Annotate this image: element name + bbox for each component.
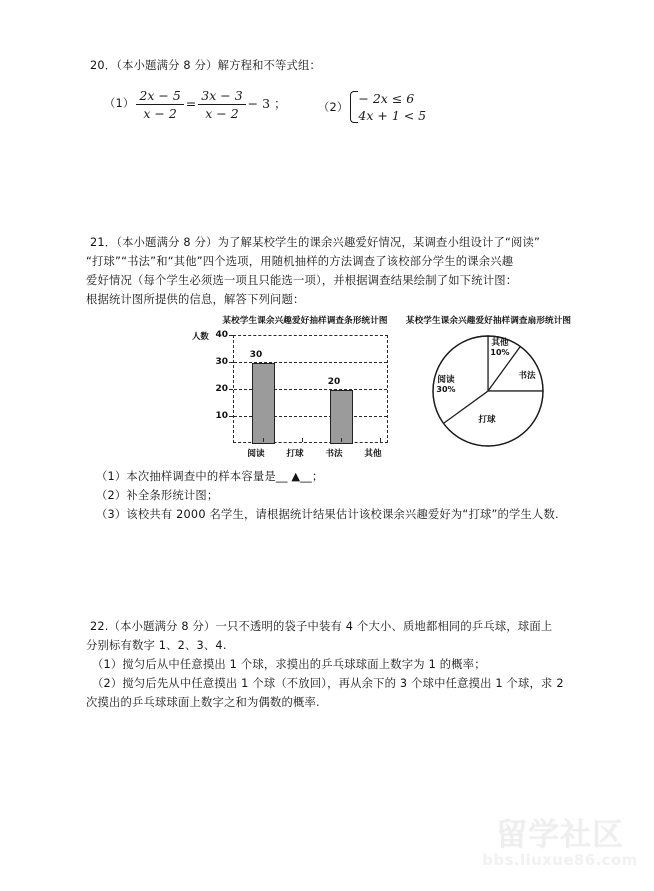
pie-label-other-percent: 10%: [490, 348, 510, 357]
bar-xlabel-calligraphy: 书法: [325, 449, 343, 459]
inequality-system: [348, 90, 426, 124]
problem-21-sub-3: （3）该校共有 2000 名学生，请根据统计结果估计该校课余兴趣爱好为“打球”的学生人数.: [96, 508, 559, 521]
pie-chart-title: 某校学生课余兴趣爱好抽样调查扇形统计图: [405, 316, 572, 326]
problem-20-part-1-label: （1）: [104, 97, 135, 110]
problem-22-stem-line-2: 分别标有数字 1、2、3、4.: [86, 639, 227, 652]
fraction-lhs-numerator: 2x − 5: [136, 88, 183, 105]
problem-21-stem-line-1: [90, 233, 570, 252]
watermark: [476, 818, 644, 869]
bar-chart-xtick-4: [380, 438, 381, 442]
fraction-rhs: [198, 88, 245, 121]
problem-22-stem-line-1: [90, 617, 580, 636]
fraction-lhs: [136, 88, 183, 121]
problem-20-number: 20．: [90, 59, 117, 72]
pie-label-other: [482, 338, 518, 358]
problem-22-number: 22.: [90, 620, 109, 633]
fraction-lhs-denominator: x − 2: [143, 106, 177, 121]
pie-label-reading-name: 阅读: [437, 375, 455, 385]
pie-label-reading-percent: 30%: [436, 385, 456, 394]
pie-label-calligraphy: [509, 371, 545, 381]
problem-20-stem-text: （本小题满分 8 分）解方程和不等式组：: [116, 59, 322, 72]
problem-21-stem-text-1: （本小题满分 8 分）为了解某校学生的课余兴趣爱好情况，某调查小组设计了“阅读”: [116, 236, 541, 249]
problem-21: [86, 233, 570, 309]
bar-chart-ytick-20: 20: [215, 384, 228, 394]
pie-label-reading: [428, 375, 464, 395]
bar-reading: [252, 363, 275, 444]
problem-21-sub-2: （2）补全条形统计图；: [96, 489, 219, 502]
bar-chart-ytick-10: 10: [215, 411, 228, 421]
bar-chart-title: 某校学生课余兴趣爱好抽样调查条形统计图: [222, 316, 388, 326]
problem-21-stem-line-2: “打球”“书法”和“其他”四个选项，用随机抽样的方法调查了该校部分学生的课余兴趣: [86, 255, 514, 268]
inequality-row-1: − 2x ≤ 6: [358, 91, 415, 106]
fraction-rhs-numerator: 3x − 3: [198, 88, 245, 105]
problem-22-sub-2: （2）搅匀后先从中任意摸出 1 个球（不放回），再从余下的 3 个球中任意摸出 1 个球，求 2: [92, 677, 564, 690]
equals-sign: =: [185, 96, 197, 111]
bar-chart-ytick-40: 40: [215, 330, 228, 340]
problem-21-stem-line-4: 根据统计图所提供的信息，解答下列问题：: [86, 293, 305, 306]
problem-20-part-1-expression: [134, 88, 287, 121]
pie-label-calligraphy-name: 书法: [518, 371, 536, 381]
bar-chart-xtick-3: [341, 438, 342, 442]
pie-label-other-name: 其他: [491, 338, 509, 348]
problem-20-part-2-label: （2）: [318, 100, 349, 114]
problem-22: [86, 617, 580, 712]
bar-xlabel-ballgames: 打球: [286, 449, 304, 459]
problem-21-sub-1: （1）本次抽样调查中的样本容量是__ ▲__；: [96, 470, 324, 483]
problem-20: [90, 56, 321, 75]
bar-xlabel-reading: 阅读: [247, 449, 265, 459]
pie-label-ballgames-name: 打球: [478, 415, 496, 425]
problem-20-part-2: [318, 90, 426, 124]
problem-20-stem: [90, 56, 321, 75]
watermark-site-name: 留学社区: [496, 817, 624, 853]
problem-21-subquestions: [96, 467, 576, 524]
bar-chart-ytick-30: 30: [215, 357, 228, 367]
bar-chart-xtick-2: [302, 438, 303, 442]
problem-21-number: 21．: [90, 236, 117, 249]
bar-xlabel-other: 其他: [364, 449, 382, 459]
inequality-row-2: 4x + 1 < 5: [358, 108, 427, 123]
pie-label-ballgames: [469, 415, 505, 425]
bar-chart-ylabel: 人数: [192, 331, 209, 341]
bar-chart-figure: [192, 313, 396, 463]
bar-value-calligraphy: 20: [327, 377, 341, 387]
bar-value-reading: 30: [249, 350, 263, 360]
problem-20-part-1: [104, 88, 287, 121]
bar-chart-xtick-1: [263, 438, 264, 442]
bar-calligraphy: [330, 390, 353, 444]
watermark-site-url: bbs.liuxue86.com: [482, 851, 638, 869]
problem-22-sub-1: （1）搅匀后从中任意摸出 1 个球，求摸出的乒乓球球面上数字为 1 的概率；: [92, 658, 486, 671]
problem-21-stem-line-3: 爱好情况（每个学生必须选一项且只能选一项），并根据调查结果绘制了如下统计图：: [86, 274, 518, 287]
problem-22-sub-3: 次摸出的乒乓球球面上数字之和为偶数的概率.: [86, 696, 320, 709]
expression-tail: − 3 ；: [247, 96, 287, 111]
pie-chart-figure: [396, 313, 581, 463]
fraction-rhs-denominator: x − 2: [205, 106, 239, 121]
problem-22-stem-text-1: （本小题满分 8 分）一只不透明的袋子中装有 4 个大小、质地都相同的乒乓球，球面上: [108, 620, 553, 633]
